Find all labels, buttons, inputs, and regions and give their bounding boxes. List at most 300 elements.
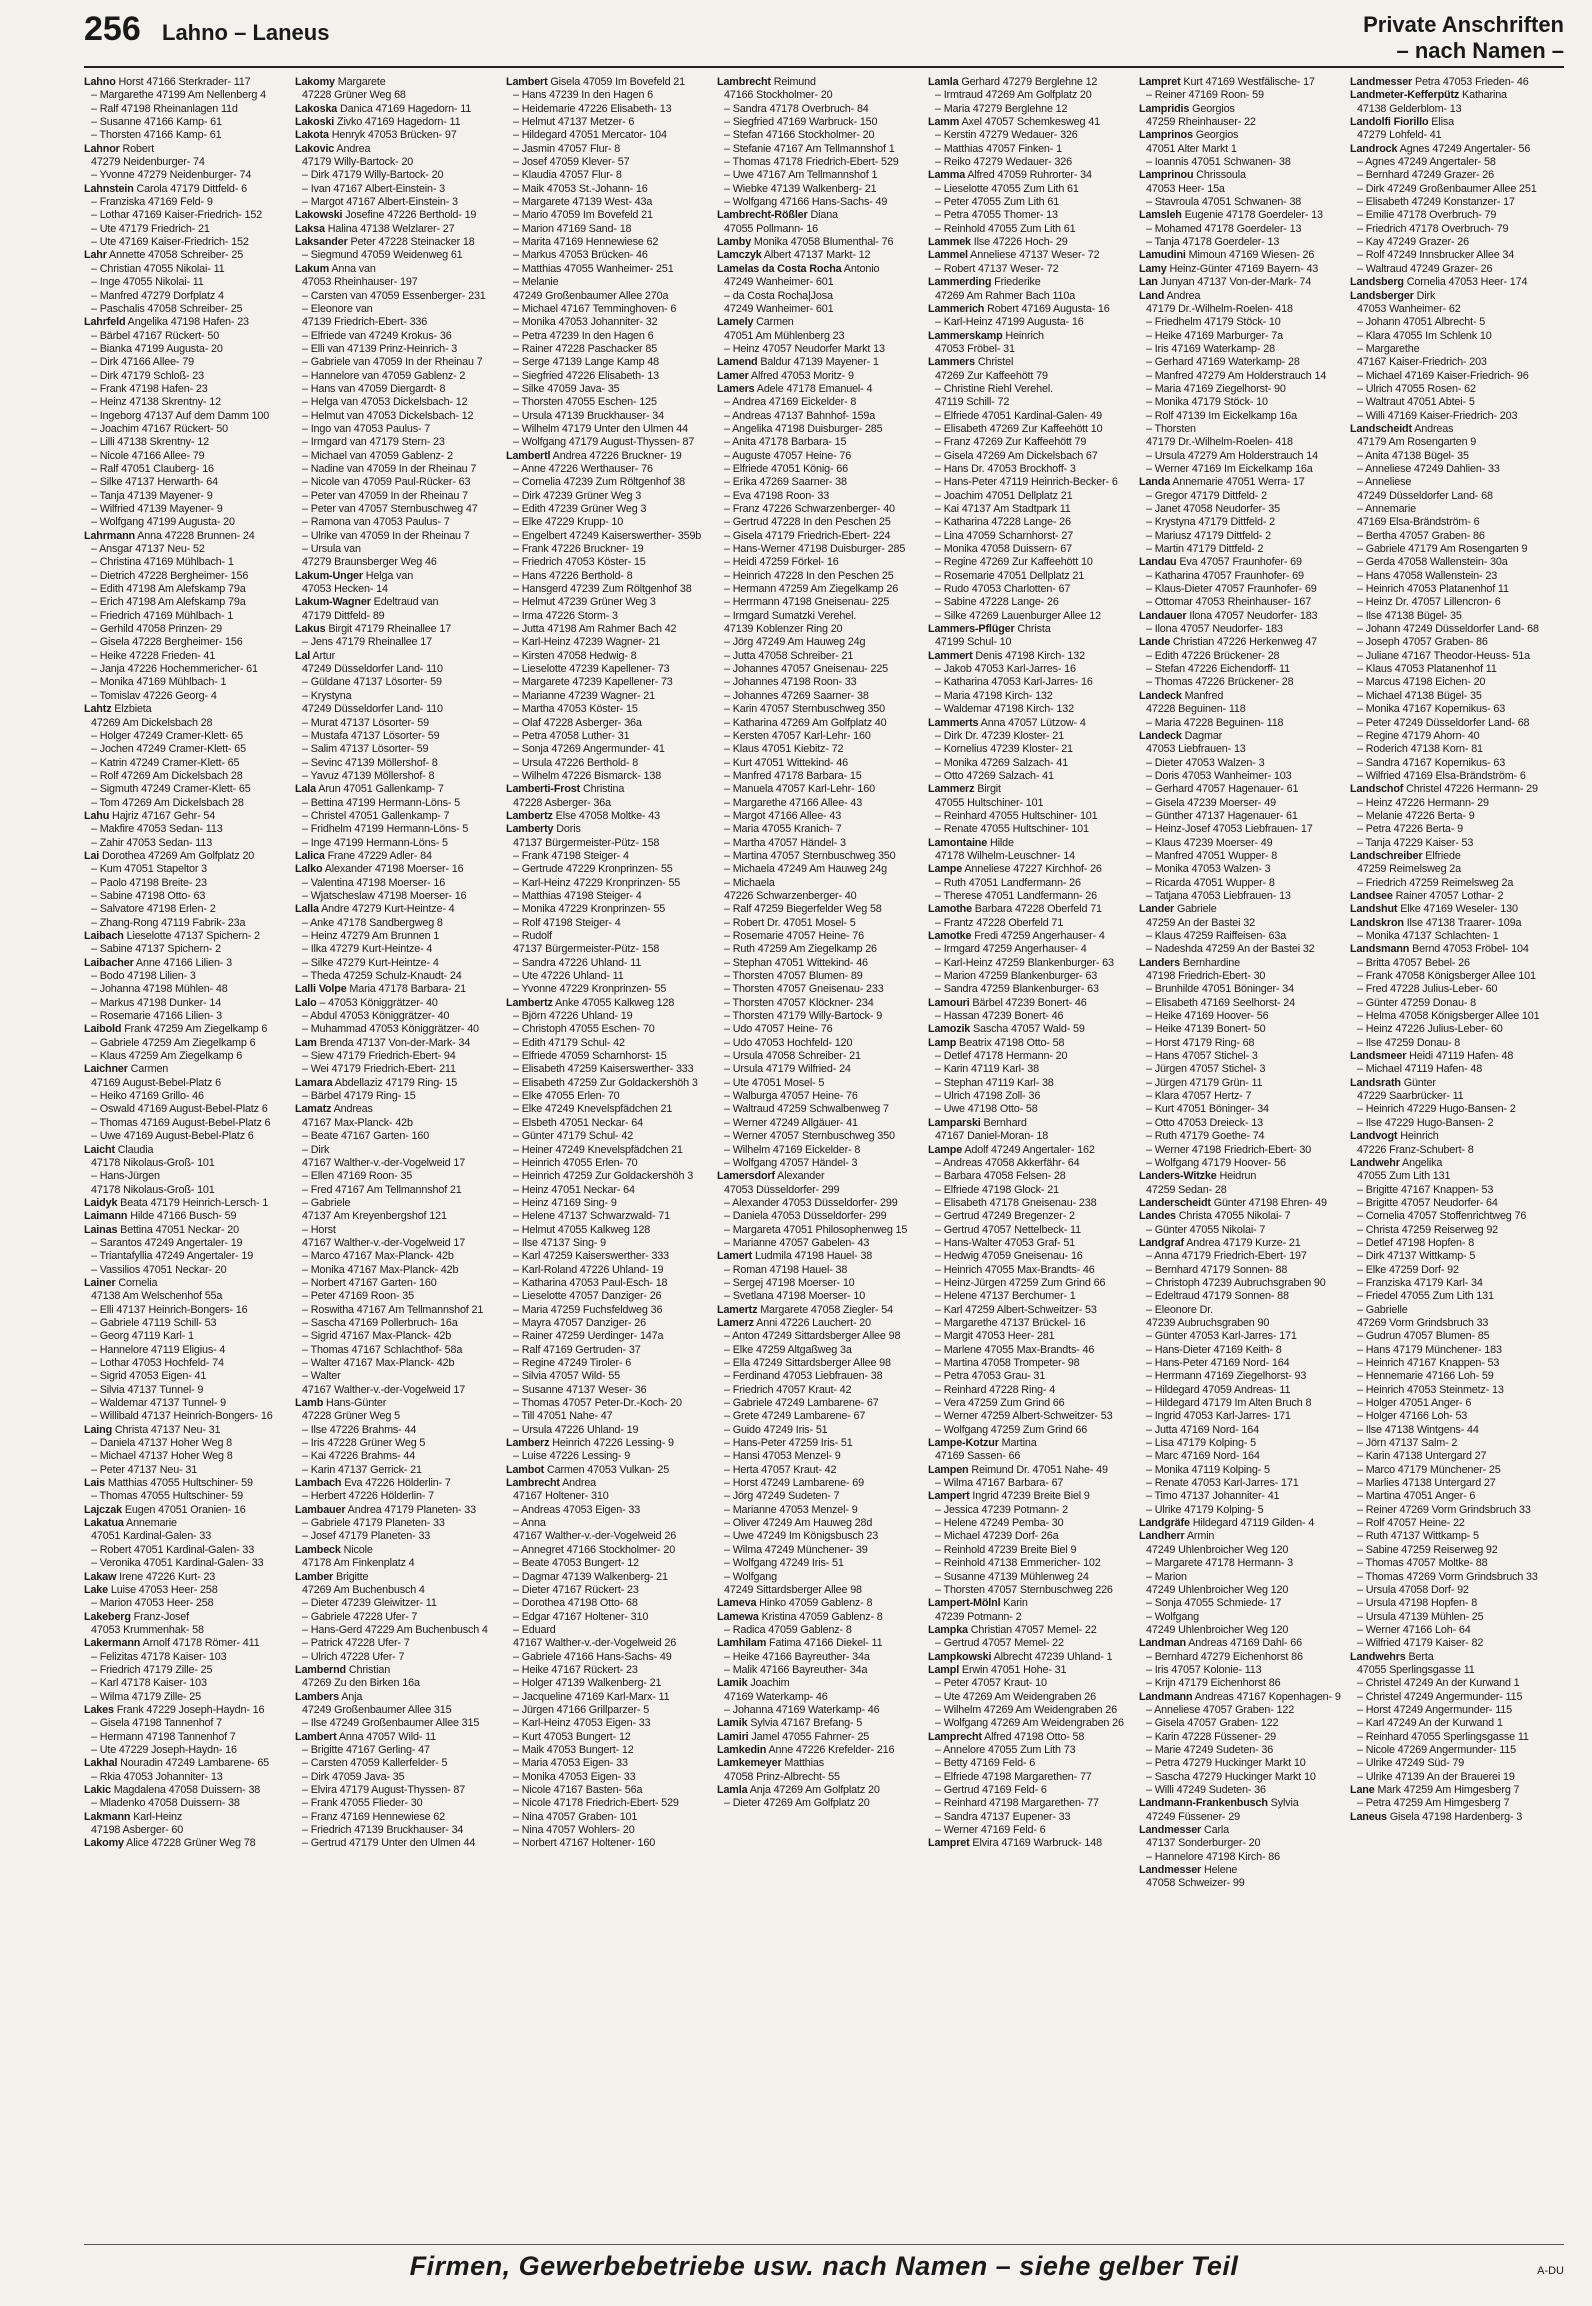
- entry-continuation: – Reinhard 47198 Margarethen- 77: [935, 1797, 1099, 1810]
- entry-continuation: – Karl-Heinz 47229 Kronprinzen- 55: [513, 876, 681, 889]
- entry-continuation: 47259 Reimelsweg 2a: [1357, 863, 1461, 876]
- entry-continuation: – Markus 47053 Brücken- 46: [513, 249, 648, 262]
- surname: Lampret: [928, 1837, 970, 1850]
- entry-continuation: – Margarete 47239 Kapellener- 73: [513, 676, 673, 689]
- entry-continuation: – Kersten 47057 Karl-Lehr- 160: [724, 729, 871, 742]
- entry: Lamprecht Alfred 47198 Otto- 58: [928, 1730, 1085, 1743]
- entry-continuation: – Gertrud 47169 Feld- 6: [935, 1784, 1047, 1796]
- entry-continuation: – Roderich 47138 Korn- 81: [1357, 743, 1483, 756]
- entry-continuation: – Sandra 47178 Overbruch- 84: [724, 102, 869, 115]
- entry: Landherr Armin: [1139, 1530, 1215, 1543]
- entry-continuation: 47053 Fröbel- 31: [935, 342, 1015, 355]
- surname: Lamprinos: [1139, 129, 1193, 142]
- entry-continuation: – Lothar 47169 Kaiser-Friedrich- 152: [91, 209, 263, 222]
- entry-continuation: – Margarete 47178 Hermann- 3: [1146, 1557, 1294, 1570]
- entry-continuation: – Thorsten 47057 Blumen- 89: [724, 970, 863, 983]
- surname: Landauer: [1139, 609, 1187, 622]
- entry-continuation: – Yvonne 47229 Kronprinzen- 55: [513, 983, 667, 996]
- entry-continuation: – Elfriede van 47249 Krokus- 36: [302, 329, 452, 342]
- entry: Lambertl Andrea 47226 Bruckner- 19: [506, 449, 682, 462]
- entry-continuation: – Franz 47169 Hennewiese 62: [302, 1810, 446, 1823]
- entry: Lamik Joachim: [717, 1677, 790, 1690]
- entry-continuation: – Michael 47119 Hafen- 48: [1357, 1063, 1483, 1076]
- entry-continuation: – Hermann 47198 Tannenhof 7: [91, 1730, 236, 1743]
- entry-continuation: – Vera 47259 Zum Grind 66: [935, 1397, 1065, 1410]
- entry-continuation: – Beate 47167 Garten- 160: [302, 1130, 430, 1143]
- entry-continuation: – Kurt 47051 Wittekind- 46: [724, 756, 848, 769]
- entry-continuation: 47051 Alter Markt 1: [1146, 142, 1237, 155]
- entry: Landsmann Bernd 47053 Fröbel- 104: [1350, 943, 1529, 956]
- entry-continuation: – Tanja 47229 Kaiser- 53: [1357, 836, 1474, 849]
- entry-continuation: 47178 Am Finkenplatz 4: [302, 1557, 415, 1570]
- entry-continuation: – Ella 47249 Sittardsberger Allee 98: [724, 1357, 891, 1369]
- entry-continuation: – Bernhard 47249 Grazer- 26: [1357, 169, 1494, 182]
- entry-continuation: – Rainer 47228 Paschacker 85: [513, 342, 658, 355]
- entry-continuation: – Rosemarie 47051 Dellplatz 21: [935, 569, 1085, 582]
- entry-continuation: – Johannes 47198 Roon- 33: [724, 676, 857, 689]
- entry-continuation: – Andreas 47058 Akkerfähr- 64: [935, 1156, 1080, 1169]
- entry-continuation: 47179 Willy-Bartock- 20: [302, 156, 414, 169]
- entry: Lane Mark 47259 Am Himgesberg 7: [1350, 1784, 1520, 1796]
- entry-continuation: – Horst 47179 Ring- 68: [1146, 1036, 1255, 1049]
- section-title: [1363, 12, 1564, 64]
- entry-continuation: – Reiner 47169 Roon- 59: [1146, 89, 1264, 102]
- entry: Lakomy Alice 47228 Grüner Weg 78: [84, 1837, 256, 1850]
- entry-continuation: – Wilfried 47169 Elsa-Brändström- 6: [1357, 769, 1526, 782]
- entry-continuation: – Sandra 47226 Uhland- 11: [513, 956, 642, 969]
- entry-continuation: – Maria 47198 Kirch- 132: [935, 689, 1053, 702]
- entry-continuation: – Nadeshda 47259 An der Bastei 32: [1146, 943, 1315, 956]
- entry: Lambrecht Reimund: [717, 76, 816, 88]
- entry: Laksander Peter 47228 Steinacker 18: [295, 236, 475, 249]
- entry: Laidyk Beata 47179 Heinrich-Lersch- 1: [84, 1196, 269, 1209]
- entry-continuation: 47169 August-Bebel-Platz 6: [91, 1076, 221, 1089]
- entry-continuation: – Friedrich 47259 Reimelsweg 2a: [1357, 876, 1514, 889]
- surname: Lam: [295, 1036, 317, 1049]
- entry-continuation: – Mariusz 47179 Dittfeld- 2: [1146, 529, 1271, 542]
- entry-continuation: – Petra 47053 Grau- 31: [935, 1370, 1046, 1383]
- entry-continuation: – Ingo van 47053 Paulus- 7: [302, 422, 431, 435]
- entry-continuation: – Uwe 47198 Otto- 58: [935, 1103, 1038, 1116]
- entry-continuation: – Margit 47053 Heer- 281: [935, 1330, 1055, 1343]
- entry-continuation: – Elisabeth 47169 Seelhorst- 24: [1146, 996, 1296, 1009]
- surname: Lampl: [928, 1663, 960, 1676]
- entry-continuation: – Luise 47226 Lessing- 9: [513, 1450, 631, 1463]
- entry-continuation: – Horst 47249 Lambarene- 69: [724, 1477, 865, 1490]
- entry-continuation: – Bettina 47199 Hermann-Löns- 5: [302, 796, 461, 809]
- entry-continuation: – Hennemarie 47166 Loh- 59: [1357, 1370, 1494, 1383]
- entry-continuation: – Holger 47249 Cramer-Klett- 65: [91, 729, 243, 742]
- entry-continuation: – Jutta 47058 Schreiber- 21: [724, 649, 854, 662]
- surname: Lalo: [295, 996, 317, 1009]
- entry-continuation: – Brigitte 47167 Knappen- 53: [1357, 1183, 1494, 1196]
- entry-continuation: – Helene 47249 Pemba- 30: [935, 1517, 1064, 1530]
- entry-continuation: – Martin 47179 Dittfeld- 2: [1146, 543, 1264, 556]
- entry-continuation: – Eduard: [513, 1623, 556, 1636]
- entry-continuation: 47269 Am Buchenbusch 4: [302, 1583, 425, 1596]
- surname: Lamotke: [928, 930, 972, 942]
- entry-continuation: – Thomas 47226 Brückener- 28: [1146, 676, 1294, 689]
- entry-continuation: – Kerstin 47279 Wedauer- 326: [935, 129, 1078, 142]
- surname: Lahno: [84, 76, 116, 88]
- entry: Lamhilam Fatima 47166 Diekel- 11: [717, 1637, 883, 1650]
- entry-continuation: – Peter 47249 Düsseldorfer Land- 68: [1357, 716, 1530, 729]
- entry-continuation: – Martina 47057 Sternbuschweg 350: [724, 849, 896, 862]
- entry-continuation: – Brigitte 47167 Gerling- 47: [302, 1743, 430, 1756]
- entry-continuation: – Franz 47226 Schwarzenberger- 40: [724, 503, 895, 515]
- entry-continuation: – Gabriele 47249 Lambarene- 67: [724, 1397, 879, 1410]
- surname: Landers: [1139, 956, 1180, 969]
- entry-continuation: – Heinz 47226 Hermann- 29: [1357, 796, 1489, 809]
- entry-continuation: 47198 Friedrich-Ebert- 30: [1146, 970, 1266, 983]
- entry: Lamp Beatrix 47198 Otto- 58: [928, 1036, 1065, 1049]
- entry: Lampen Reimund Dr. 47051 Nahe- 49: [928, 1463, 1108, 1476]
- entry-continuation: – Heinrich 47228 In den Peschen 25: [724, 569, 894, 582]
- entry: Lameva Hinko 47059 Gablenz- 8: [717, 1597, 873, 1610]
- entry-continuation: 47228 Grüner Weg 68: [302, 89, 406, 102]
- surname: Laibold: [84, 1023, 122, 1036]
- entry: Lambernd Christian: [295, 1663, 391, 1676]
- entry-continuation: – Anneliese 47249 Dahlien- 33: [1357, 462, 1500, 475]
- entry-continuation: – Edith 47239 Grüner Weg 3: [513, 503, 647, 515]
- entry: Lampert Ingrid 47239 Breite Biel 9: [928, 1490, 1090, 1503]
- entry-continuation: – Barbara 47058 Felsen- 28: [935, 1170, 1066, 1183]
- entry-continuation: – Dirk 47239 Grüner Weg 3: [513, 489, 642, 502]
- surname: Land: [1139, 289, 1165, 302]
- surname: Lala: [295, 783, 317, 796]
- entry-continuation: – Michael 47239 Dorf- 26a: [935, 1530, 1059, 1543]
- surname: Lammek: [928, 236, 971, 249]
- surname: Lamers: [717, 382, 755, 395]
- entry-continuation: – Ellen 47169 Roon- 35: [302, 1170, 413, 1183]
- entry: Lamberti-Frost Christina: [506, 783, 625, 796]
- header-rule: [84, 66, 1564, 68]
- entry-continuation: 47137 Bürgermeister-Pütz- 158: [513, 836, 660, 849]
- surname: Lamber: [295, 1570, 334, 1583]
- entry-continuation: – Lothar 47053 Hochfeld- 74: [91, 1357, 224, 1369]
- surname: Laksander: [295, 236, 348, 249]
- entry: Landeck Manfred: [1139, 689, 1224, 702]
- entry-continuation: – Sonja 47055 Schmiede- 17: [1146, 1597, 1282, 1610]
- entry-continuation: – Frank 47198 Hafen- 23: [91, 382, 208, 395]
- entry-continuation: – Siegfried 47169 Warbruck- 150: [724, 116, 878, 129]
- entry-continuation: – Markus 47198 Dunker- 14: [91, 996, 222, 1009]
- entry-continuation: 47239 Potmann- 2: [935, 1610, 1022, 1623]
- surname: Lamelas da Costa Rocha: [717, 262, 842, 275]
- entry: Landsberg Cornelia 47053 Heer- 174: [1350, 276, 1528, 289]
- entry-continuation: – Veronika 47051 Kardinal-Galen- 33: [91, 1557, 264, 1570]
- entry-continuation: – Hildegard 47051 Mercator- 104: [513, 129, 667, 142]
- entry-continuation: – Günter 47053 Karl-Jarres- 171: [1146, 1330, 1297, 1343]
- entry: Lamertz Margarete 47058 Ziegler- 54: [717, 1303, 893, 1316]
- entry-continuation: – Katharina 47228 Lange- 26: [935, 516, 1071, 529]
- entry-continuation: – Monika 47169 Mühlbach- 1: [91, 676, 227, 689]
- entry-continuation: – Hansgerd 47239 Zum Röltgenhof 38: [513, 583, 692, 596]
- entry-continuation: – Hans-Walter 47053 Graf- 51: [935, 1236, 1076, 1249]
- entry-continuation: 47178 Wilhelm-Leuschner- 14: [935, 849, 1075, 862]
- entry-continuation: – Gabrielle: [1357, 1303, 1408, 1316]
- entry-continuation: – Manuela 47057 Karl-Lehr- 160: [724, 783, 875, 796]
- surname: Landman: [1139, 1637, 1186, 1650]
- entry: Landerscheidt Günter 47198 Ehren- 49: [1139, 1196, 1327, 1209]
- entry-continuation: – Thomas 47169 August-Bebel-Platz 6: [91, 1116, 271, 1129]
- entry-continuation: – Gerhild 47058 Prinzen- 29: [91, 623, 222, 636]
- entry-continuation: – Engelbert 47249 Kaiserswerther- 359b: [513, 529, 702, 542]
- entry-continuation: – Karl-Heinz 47199 Augusta- 16: [935, 316, 1084, 329]
- entry-continuation: – Peter 47137 Neu- 31: [91, 1463, 198, 1476]
- entry-continuation: – Heinrich 47167 Knappen- 53: [1357, 1357, 1500, 1369]
- entry-continuation: – Ferdinand 47053 Liebfrauen- 38: [724, 1370, 883, 1383]
- entry-continuation: – Ilona 47057 Neudorfer- 183: [1146, 623, 1283, 636]
- entry-continuation: – Stephan 47119 Karl- 38: [935, 1076, 1054, 1089]
- entry-continuation: – Petra 47058 Luther- 31: [513, 729, 630, 742]
- entry-continuation: – Wilfried 47139 Mayener- 9: [91, 503, 223, 515]
- entry-continuation: 47137 Sonderburger- 20: [1146, 1837, 1261, 1850]
- entry: Lakowski Josefine 47226 Berthold- 19: [295, 209, 477, 222]
- entry-continuation: – Wolfgang 47199 Augusta- 20: [91, 516, 235, 529]
- entry-continuation: – Fred 47167 Am Tellmannshof 21: [302, 1183, 462, 1196]
- surname: Lambertl: [506, 449, 551, 462]
- entry-continuation: – Rolf 47269 Am Dickelsbach 28: [91, 769, 243, 782]
- entry-continuation: – Gertrud 47249 Bregenzer- 2: [935, 1210, 1075, 1223]
- entry-continuation: – Cornelia 47057 Stoffenrichtweg 76: [1357, 1210, 1527, 1223]
- entry-continuation: – Gabriele 47179 Am Rosengarten 9: [1357, 543, 1528, 556]
- entry-continuation: – Helma 47058 Königsberger Allee 101: [1357, 1010, 1540, 1023]
- entry: Lala Arun 47051 Gallenkamp- 7: [295, 783, 444, 796]
- entry-continuation: – Guido 47249 Iris- 51: [724, 1423, 828, 1436]
- entry: Lamely Carmen: [717, 316, 794, 329]
- surname: Landsmann: [1350, 943, 1410, 956]
- entry-continuation: – Ansgar 47137 Neu- 52: [91, 543, 205, 556]
- entry-continuation: – Anita 47138 Bügel- 35: [1357, 449, 1469, 462]
- entry-continuation: – Johanna 47198 Mühlen- 48: [91, 983, 228, 996]
- entry-continuation: – Franziska 47179 Karl- 34: [1357, 1276, 1483, 1289]
- entry-continuation: – Maria 47169 Ziegelhorst- 90: [1146, 382, 1286, 395]
- entry-continuation: – Gerda 47058 Wallenstein- 30a: [1357, 556, 1508, 569]
- surname: Lalli Volpe: [295, 983, 347, 996]
- entry-continuation: – Frank 47198 Steiger- 4: [513, 849, 629, 862]
- entry: Laibach Lieselotte 47137 Spichern- 2: [84, 930, 260, 942]
- entry-continuation: – Edith 47179 Schul- 42: [513, 1036, 625, 1049]
- entry-continuation: 47053 Krummenhak- 58: [91, 1623, 204, 1636]
- surname: Landerscheidt: [1139, 1196, 1211, 1209]
- entry: Lakeberg Franz-Josef: [84, 1610, 190, 1623]
- surname: Lammerich: [928, 302, 985, 315]
- entry-continuation: – Rudolf: [513, 930, 553, 942]
- entry-continuation: – Elisabeth 47269 Zur Kaffeehött 10: [935, 422, 1103, 435]
- entry-continuation: – Manfred 47051 Wupper- 8: [1146, 849, 1278, 862]
- entry-continuation: – Monika 47119 Kolping- 5: [1146, 1463, 1270, 1476]
- entry-continuation: – Helmut 47239 Grüner Weg 3: [513, 596, 656, 609]
- entry-continuation: 47137 Am Kreyenbergshof 121: [302, 1210, 447, 1223]
- entry-continuation: – Rolf 47057 Heine- 22: [1357, 1517, 1465, 1530]
- entry-continuation: 47055 Sperlingsgasse 11: [1357, 1663, 1475, 1676]
- entry: Landscheidt Andreas: [1350, 422, 1454, 435]
- entry-continuation: 47055 Hultschiner- 101: [935, 796, 1044, 809]
- entry-continuation: – Erika 47269 Saarner- 38: [724, 476, 847, 489]
- surname: Laneus: [1350, 1810, 1387, 1823]
- entry-continuation: – Martha 47053 Köster- 15: [513, 703, 638, 716]
- entry-continuation: – Ralf 47169 Gertruden- 37: [513, 1343, 641, 1356]
- entry-continuation: – Sabine 47228 Lange- 26: [935, 596, 1059, 609]
- entry: Lambert Gisela 47059 Im Bovefeld 21: [506, 76, 686, 88]
- entry-continuation: – Petra 47226 Berta- 9: [1357, 823, 1463, 836]
- entry-continuation: – Ivan 47167 Albert-Einstein- 3: [302, 182, 446, 195]
- entry-continuation: – Karl-Heinz 47259 Blankenburger- 63: [935, 956, 1114, 969]
- entry-continuation: – Christina 47169 Mühlbach- 1: [91, 556, 234, 569]
- entry-continuation: – Marianne 47053 Menzel- 9: [724, 1503, 858, 1516]
- surname: Lan: [1139, 276, 1158, 289]
- entry-continuation: – Ulrich 47055 Rosen- 62: [1357, 382, 1476, 395]
- surname: Laksa: [295, 222, 325, 235]
- entry-continuation: – Waltraud 47259 Schwalbenweg 7: [724, 1103, 889, 1116]
- entry-continuation: – Susanne 47166 Kamp- 61: [91, 116, 222, 129]
- entry-continuation: – Jürgen 47057 Stichel- 3: [1146, 1063, 1266, 1076]
- entry-continuation: – Gabriele 47259 Am Ziegelkamp 6: [91, 1036, 256, 1049]
- entry: Lahtz Elzbieta: [84, 703, 152, 716]
- entry-continuation: – Iris 47228 Grüner Weg 5: [302, 1437, 426, 1450]
- entry: Landschreiber Elfriede: [1350, 849, 1461, 862]
- entry-continuation: – Siegmund 47059 Weidenweg 61: [302, 249, 463, 262]
- surname: Landgraf: [1139, 1236, 1184, 1249]
- entry-continuation: – da Costa Rocha|Josa: [724, 289, 833, 302]
- entry-continuation: – Silke 47059 Java- 35: [513, 382, 620, 395]
- entry: Lalla Andre 47279 Kurt-Heintze- 4: [295, 903, 455, 916]
- entry-continuation: 47249 Wanheimer- 601: [724, 302, 834, 315]
- entry: Lamla Anja 47269 Am Golfplatz 20: [717, 1784, 880, 1796]
- entry-continuation: – Heidemarie 47226 Elisabeth- 13: [513, 102, 672, 115]
- entry-continuation: – Rosemarie 47166 Lilien- 3: [91, 1010, 222, 1023]
- entry-continuation: – Reinhard 47055 Hultschiner- 101: [935, 809, 1098, 822]
- surname: Landshut: [1350, 903, 1398, 916]
- entry-continuation: – Hansi 47053 Menzel- 9: [724, 1450, 841, 1463]
- entry-continuation: – Waltraud 47249 Grazer- 26: [1357, 262, 1493, 275]
- surname: Landsmeer: [1350, 1050, 1407, 1063]
- entry-continuation: – Mohamed 47178 Goerdeler- 13: [1146, 222, 1302, 235]
- surname: Landsrath: [1350, 1076, 1401, 1089]
- entry-continuation: – Regine 47249 Tiroler- 6: [513, 1357, 632, 1369]
- entry: Lakum-Unger Helga van: [295, 569, 414, 582]
- surname: Lamparski: [928, 1116, 981, 1129]
- surname: Lakhal: [84, 1757, 118, 1770]
- entry-continuation: – Roman 47198 Hauel- 38: [724, 1263, 848, 1276]
- entry-continuation: – Marion 47259 Blankenburger- 63: [935, 970, 1098, 983]
- entry-continuation: – Heinrich 47229 Hugo-Bansen- 2: [1357, 1103, 1516, 1116]
- entry-continuation: – Sergej 47198 Moerser- 10: [724, 1276, 855, 1289]
- entry-continuation: – Carsten 47059 Kallerfelder- 5: [302, 1757, 448, 1770]
- entry: Lakmann Karl-Heinz: [84, 1810, 183, 1823]
- entry-continuation: 47179 Am Rosengarten 9: [1357, 436, 1477, 449]
- entry-continuation: – Anton 47249 Sittardsberger Allee 98: [724, 1330, 901, 1343]
- entry-continuation: 47167 Walther-v.-der-Vogelweid 17: [302, 1383, 466, 1396]
- entry-continuation: – Bianka 47199 Augusta- 20: [91, 342, 223, 355]
- entry-continuation: – Elisabeth 47178 Gneisenau- 238: [935, 1196, 1097, 1209]
- entry-continuation: – Marion 47169 Sand- 18: [513, 222, 632, 235]
- entry-continuation: – Rainer 47259 Uerdinger- 147a: [513, 1330, 664, 1343]
- entry-continuation: – Elli van 47139 Prinz-Heinrich- 3: [302, 342, 458, 355]
- entry-continuation: – Gabriele: [302, 1196, 351, 1209]
- entry: Lamend Baldur 47139 Mayener- 1: [717, 356, 879, 369]
- entry-continuation: – Karl 47249 An der Kurwand 1: [1357, 1717, 1503, 1730]
- entry: Lajczak Eugen 47051 Oranien- 16: [84, 1503, 246, 1516]
- entry-continuation: – Detlef 47178 Hermann- 20: [935, 1050, 1068, 1063]
- entry-continuation: 47269 Am Dickelsbach 28: [91, 716, 213, 729]
- entry-continuation: – Hans-Werner 47198 Duisburger- 285: [724, 543, 906, 556]
- surname: Lamm: [928, 116, 960, 129]
- surname: Landmesser: [1139, 1824, 1202, 1837]
- entry-continuation: – Monika 47179 Stöck- 10: [1146, 396, 1268, 409]
- entry-continuation: – Annegret 47166 Stockholmer- 20: [513, 1543, 676, 1556]
- entry-continuation: – Ursula van: [302, 543, 361, 556]
- entry-continuation: – Melanie 47226 Berta- 9: [1357, 809, 1475, 822]
- entry-continuation: – Anna: [513, 1517, 546, 1530]
- entry-continuation: – Thomas 47178 Friedrich-Ebert- 529: [724, 156, 899, 169]
- entry-continuation: – Wei 47179 Friedrich-Ebert- 211: [302, 1063, 456, 1076]
- entry-continuation: – Wjatscheslaw 47198 Moerser- 16: [302, 889, 467, 902]
- entry-continuation: 47138 Am Welschenhof 55a: [91, 1290, 223, 1303]
- entry-continuation: – Ursula 47179 Wilfried- 24: [724, 1063, 851, 1076]
- entry-continuation: – Irmgard 47259 Angerhauser- 4: [935, 943, 1087, 956]
- entry: Lakota Henryk 47053 Brücken- 97: [295, 129, 457, 142]
- surname: Lalla: [295, 903, 319, 916]
- entry: Lan Junyan 47137 Von-der-Mark- 74: [1139, 276, 1312, 289]
- entry-continuation: – Marianne 47239 Wagner- 21: [513, 689, 655, 702]
- entry: Laibacher Anne 47166 Lilien- 3: [84, 956, 232, 969]
- surname: Landeck: [1139, 689, 1182, 702]
- entry-continuation: – Thomas 47057 Moltke- 88: [1357, 1557, 1488, 1570]
- name-range: Lahno – Laneus: [162, 20, 330, 45]
- entry-continuation: – Martina 47058 Trompeter- 98: [935, 1357, 1080, 1369]
- entry: Lakatua Annemarie: [84, 1517, 177, 1530]
- entry-continuation: – Felizitas 47178 Kaiser- 103: [91, 1650, 227, 1663]
- surname: Lampret: [1139, 76, 1181, 88]
- surname: Lamby: [717, 236, 752, 249]
- entry-continuation: – Reinhard 47228 Ring- 4: [935, 1383, 1056, 1396]
- surname: Lambach: [295, 1477, 342, 1490]
- entry-continuation: – Friedrich 47179 Zille- 25: [91, 1663, 213, 1676]
- surname: Lahu: [84, 809, 110, 822]
- entry-continuation: – Maik 47053 St.-Johann- 16: [513, 182, 648, 195]
- entry-continuation: – Roswitha 47167 Am Tellmannshof 21: [302, 1303, 484, 1316]
- entry-continuation: 47139 Koblenzer Ring 20: [724, 623, 843, 636]
- entry-continuation: – Wolfgang 47166 Hans-Sachs- 49: [724, 196, 888, 209]
- entry-continuation: – Dirk 47249 Großenbaumer Allee 251: [1357, 182, 1537, 195]
- entry: Lampe-Kotzur Martina: [928, 1437, 1037, 1450]
- entry-continuation: 47167 Daniel-Moran- 18: [935, 1130, 1049, 1143]
- entry-continuation: – Yvonne 47279 Neidenburger- 74: [91, 169, 252, 182]
- entry-continuation: – Dirk 47059 Java- 35: [302, 1770, 405, 1783]
- entry-continuation: – Janja 47226 Hochemmericher- 61: [91, 663, 258, 676]
- entry-continuation: 47228 Asberger- 36a: [513, 796, 611, 809]
- entry-continuation: – Serge 47139 Lange Kamp 48: [513, 356, 660, 369]
- surname: Lakum: [295, 262, 330, 275]
- entry-continuation: – Heinz 47138 Skrentny- 12: [91, 396, 221, 409]
- entry-continuation: – Mustafa 47137 Lösorter- 59: [302, 729, 440, 742]
- entry-continuation: – Gabriele 47119 Schill- 53: [91, 1316, 217, 1329]
- entry-continuation: – Helmut 47137 Metzer- 6: [513, 116, 635, 129]
- entry-continuation: – Herbert 47226 Hölderlin- 7: [302, 1490, 435, 1503]
- surname: Lampe-Kotzur: [928, 1437, 999, 1450]
- entry-continuation: – Carsten van 47059 Essenberger- 231: [302, 289, 486, 302]
- entry-continuation: – Franziska 47169 Feld- 9: [91, 196, 213, 209]
- entry-continuation: – Siew 47179 Friedrich-Ebert- 94: [302, 1050, 456, 1063]
- entry-continuation: – Gabriele 47179 Planeten- 33: [302, 1517, 445, 1530]
- region-code: A-DU: [1537, 2265, 1564, 2277]
- entry-continuation: – Helmut 47055 Kalkweg 128: [513, 1223, 651, 1236]
- entry-continuation: – Dirk: [302, 1143, 330, 1156]
- entry-continuation: – Elfriede 47198 Glock- 21: [935, 1183, 1059, 1196]
- surname: Lambers: [295, 1690, 339, 1703]
